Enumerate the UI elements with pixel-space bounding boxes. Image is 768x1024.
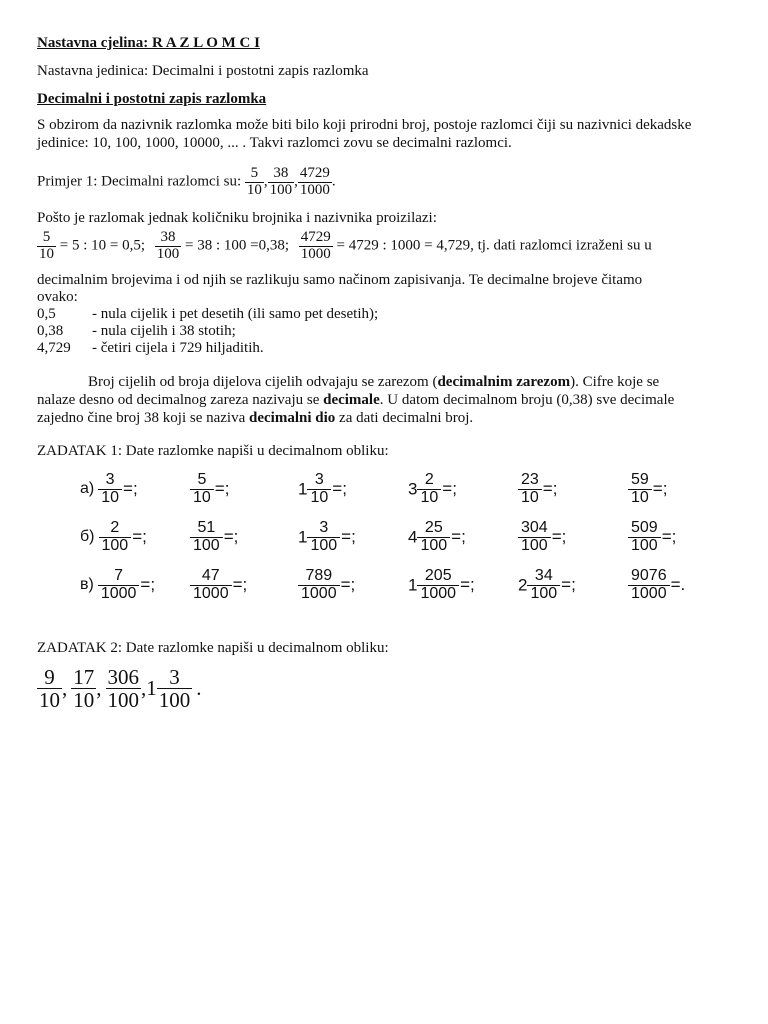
equals-sign: =; (451, 527, 466, 547)
whole-part: 1 (298, 479, 308, 499)
exercise-fraction (298, 568, 340, 603)
equals-sign: =; (232, 575, 248, 595)
reading-text: - nula cijelik i pet desetih (ili samo pet desetih); (92, 306, 379, 322)
fraction-numerator: 25 (424, 519, 443, 536)
exercise-fraction (417, 520, 450, 555)
fraction-numerator: 306 (107, 665, 139, 689)
exercise-item (298, 472, 347, 507)
example-fraction (298, 166, 332, 199)
exercise-item (80, 520, 147, 555)
exercise-fraction (628, 520, 661, 555)
whole-part: 2 (518, 575, 528, 595)
cjelina-label: Nastavna cjelina: (37, 35, 152, 51)
unit-header (37, 35, 260, 52)
exercise-fraction (527, 568, 560, 603)
fraction-denominator: 10 (39, 245, 54, 262)
exercise-fraction (190, 568, 232, 603)
fraction-numerator: 2 (424, 471, 434, 488)
equals-sign: =; (132, 527, 147, 547)
separator: , (96, 676, 102, 701)
task-2-fraction (37, 666, 62, 711)
fraction-denominator: 100 (628, 537, 661, 555)
task-1-title: ZADATAK 1: Date razlomke napiši u decimalnom obliku: (37, 443, 389, 459)
paragraph-bold: decimalni dio (249, 410, 336, 426)
fraction-numerator: 3 (319, 519, 329, 536)
eq-text-2: = 38 : 100 =0,38; (185, 237, 290, 254)
equation-line-2: decimalnim brojevima i od njih se razlikuju samo načinom zapisivanja. Te decimalne brojeve čitamo (37, 272, 643, 288)
example-fraction (245, 166, 264, 199)
fraction-denominator: 1000 (300, 245, 331, 262)
fraction-numerator: 34 (534, 567, 553, 584)
fraction-numerator: 3 (105, 471, 115, 488)
lesson-title: Nastavna jedinica: Decimalni i postotni zapis razlomka (37, 63, 369, 79)
fraction-numerator: 3 (314, 471, 324, 488)
exercise-fraction (417, 568, 459, 603)
intro-line-1: S obzirom da nazivnik razlomka može biti bilo koji prirodni broj, postoje razlomci čiji su nazivnici dekadske (37, 117, 692, 133)
exercise-item (408, 568, 475, 603)
exercise-fraction (307, 520, 340, 555)
whole-part: 1 (298, 527, 308, 547)
fraction-numerator: 5 (197, 471, 207, 488)
example-label: Primjer 1: Decimalni razlomci su: (37, 173, 242, 190)
fraction-numerator: 59 (631, 471, 649, 488)
fraction-numerator: 3 (169, 665, 180, 689)
fraction-denominator: 10 (39, 688, 60, 713)
exercise-item (518, 520, 566, 555)
paragraph-bold: decimale (323, 392, 380, 408)
fraction-numerator: 9076 (631, 567, 667, 584)
fraction-numerator: 4729 (300, 229, 331, 245)
fraction-numerator: 7 (114, 567, 124, 584)
task-2-fraction (106, 666, 142, 711)
eq-fraction-3 (299, 230, 333, 263)
equals-sign: =; (223, 527, 239, 547)
reading-row (37, 340, 264, 357)
fraction-numerator: 789 (305, 567, 333, 584)
equals-sign: =; (123, 479, 138, 499)
equation-line-3: ovako: (37, 289, 78, 305)
exercise-item (408, 472, 457, 507)
fraction-numerator: 304 (521, 519, 548, 536)
equals-sign: =; (652, 479, 668, 499)
exercise-item (80, 568, 155, 603)
intro-line-2: jedinice: 10, 100, 1000, 10000, ... . Takvi razlomci zovu se decimalni razlomci. (37, 135, 512, 151)
fraction-numerator: 5 (42, 229, 51, 245)
fraction-numerator: 38 (273, 165, 289, 181)
reading-row (37, 306, 378, 323)
fraction-denominator: 100 (307, 537, 340, 555)
fraction-denominator: 10 (98, 489, 122, 507)
equals-sign: =. (670, 575, 686, 595)
eq-text-1: = 5 : 10 = 0,5; (59, 237, 146, 254)
fraction-denominator: 1000 (298, 585, 340, 603)
exercise-fraction (190, 520, 223, 555)
fraction-denominator: 100 (417, 537, 450, 555)
whole-part: 1 (408, 575, 418, 595)
exercise-fraction (518, 472, 542, 507)
fraction-numerator: 47 (201, 567, 220, 584)
equals-sign: =; (460, 575, 475, 595)
fraction-numerator: 23 (521, 471, 539, 488)
fraction-denominator: 100 (107, 688, 139, 713)
cjelina-title: R A Z L O M C I (152, 35, 260, 51)
fraction-denominator: 100 (518, 537, 551, 555)
reading-text: - nula cijelih i 38 stotih; (92, 323, 236, 339)
exercise-item (190, 472, 229, 507)
row-label: в) (80, 576, 94, 594)
exercise-fraction (190, 472, 214, 507)
eq-fraction-2 (155, 230, 182, 263)
fraction-denominator: 1000 (628, 585, 670, 603)
row-label: б) (80, 528, 95, 546)
equals-sign: =; (661, 527, 677, 547)
fraction-denominator: 10 (307, 489, 331, 507)
equation-line (37, 230, 652, 263)
exercise-item (518, 472, 557, 507)
equals-sign: =; (332, 479, 347, 499)
separator: , (141, 676, 147, 701)
reading-text: - četiri cijela i 729 hiljaditih. (92, 340, 264, 356)
whole-part: 3 (408, 479, 418, 499)
fraction-denominator: 10 (190, 489, 214, 507)
fraction-numerator: 5 (250, 165, 259, 181)
equals-sign: =; (341, 527, 356, 547)
exercise-item (80, 472, 138, 507)
fraction-denominator: 10 (417, 489, 441, 507)
end-period: . (196, 676, 202, 701)
paragraph-line-1 (88, 374, 659, 391)
row-label: а) (80, 480, 95, 498)
reading-number: 0,38 (37, 323, 64, 339)
fraction-numerator: 38 (160, 229, 176, 245)
whole-part: 4 (408, 527, 418, 547)
fraction-denominator: 10 (73, 688, 95, 713)
paragraph-line-3 (37, 410, 473, 427)
fraction-numerator: 4729 (299, 165, 330, 181)
paragraph-line-2 (37, 392, 674, 409)
task-2-fractions (37, 666, 202, 711)
paragraph-text: Broj cijelih od broja dijelova cijelih odvajaju se zarezom ( (88, 374, 438, 390)
fraction-denominator: 100 (190, 537, 223, 555)
fraction-denominator: 100 (156, 245, 180, 262)
eq-fraction-1 (37, 230, 56, 263)
equals-sign: =; (140, 575, 156, 595)
exercise-fraction (98, 568, 140, 603)
fraction-numerator: 51 (197, 519, 216, 536)
exercise-item (408, 520, 466, 555)
exercise-fraction (518, 520, 551, 555)
fraction-denominator: 100 (99, 537, 132, 555)
exercise-item (628, 568, 685, 603)
fraction-denominator: 1000 (299, 181, 330, 198)
fraction-numerator: 17 (73, 665, 95, 689)
separator: , (62, 676, 68, 701)
task-2-fraction (71, 666, 96, 711)
paragraph-text: . U datom decimalnom broju (0,38) sve decimale (379, 392, 675, 408)
reading-number: 0,5 (37, 306, 56, 322)
posto-line: Pošto je razlomak jednak količniku brojnika i nazivnika proizilazi: (37, 210, 437, 226)
paragraph-text: ). Cifre koje se (570, 374, 660, 390)
fraction-denominator: 10 (518, 489, 542, 507)
example-line: Primjer 1: Decimalni razlomci su: $\frac{5}{10}$ , $\frac{38}{100}$ , $\frac{4729}{1000}$ . (37, 165, 336, 198)
whole-part: 1 (146, 676, 157, 701)
paragraph-text: za dati decimalni broj. (335, 410, 474, 426)
reading-number: 4,729 (37, 340, 71, 356)
equals-sign: =; (542, 479, 558, 499)
paragraph-text: zajedno čine broj 38 koji se naziva (37, 410, 250, 426)
equals-sign: =; (551, 527, 567, 547)
exercise-item (628, 472, 667, 507)
eq-text-3: = 4729 : 1000 = 4,729, tj. dati razlomci izraženi su u (336, 237, 652, 254)
fraction-numerator: 509 (631, 519, 658, 536)
fraction-denominator: 10 (246, 181, 262, 198)
equals-sign: =; (340, 575, 356, 595)
fraction-numerator: 9 (44, 665, 55, 689)
fraction-denominator: 100 (158, 688, 191, 713)
exercise-item (628, 520, 676, 555)
fraction-numerator: 2 (110, 519, 120, 536)
exercise-fraction (628, 472, 652, 507)
fraction-denominator: 100 (269, 181, 293, 198)
exercise-fraction (98, 472, 122, 507)
exercise-item (298, 520, 356, 555)
exercise-item (190, 568, 247, 603)
paragraph-bold: decimalnim zarezom (437, 374, 571, 390)
exercise-fraction (628, 568, 670, 603)
equals-sign: =; (214, 479, 230, 499)
exercise-item (298, 568, 355, 603)
task-2-fraction (157, 666, 193, 711)
equals-sign: =; (442, 479, 457, 499)
equals-sign: =; (561, 575, 576, 595)
reading-row (37, 323, 236, 340)
fraction-denominator: 1000 (98, 585, 140, 603)
section-title: Decimalni i postotni zapis razlomka (37, 91, 267, 107)
example-fraction (268, 166, 295, 199)
paragraph-text: nalaze desno od decimalnog zareza nazivaju se (37, 392, 324, 408)
task-2-title: ZADATAK 2: Date razlomke napiši u decimalnom obliku: (37, 640, 389, 656)
exercise-fraction (417, 472, 441, 507)
exercise-item (190, 520, 238, 555)
fraction-denominator: 1000 (190, 585, 232, 603)
exercise-fraction (99, 520, 132, 555)
fraction-denominator: 1000 (417, 585, 459, 603)
exercise-item (518, 568, 576, 603)
fraction-denominator: 10 (628, 489, 652, 507)
fraction-numerator: 205 (424, 567, 452, 584)
exercise-fraction (307, 472, 331, 507)
fraction-denominator: 100 (527, 585, 560, 603)
